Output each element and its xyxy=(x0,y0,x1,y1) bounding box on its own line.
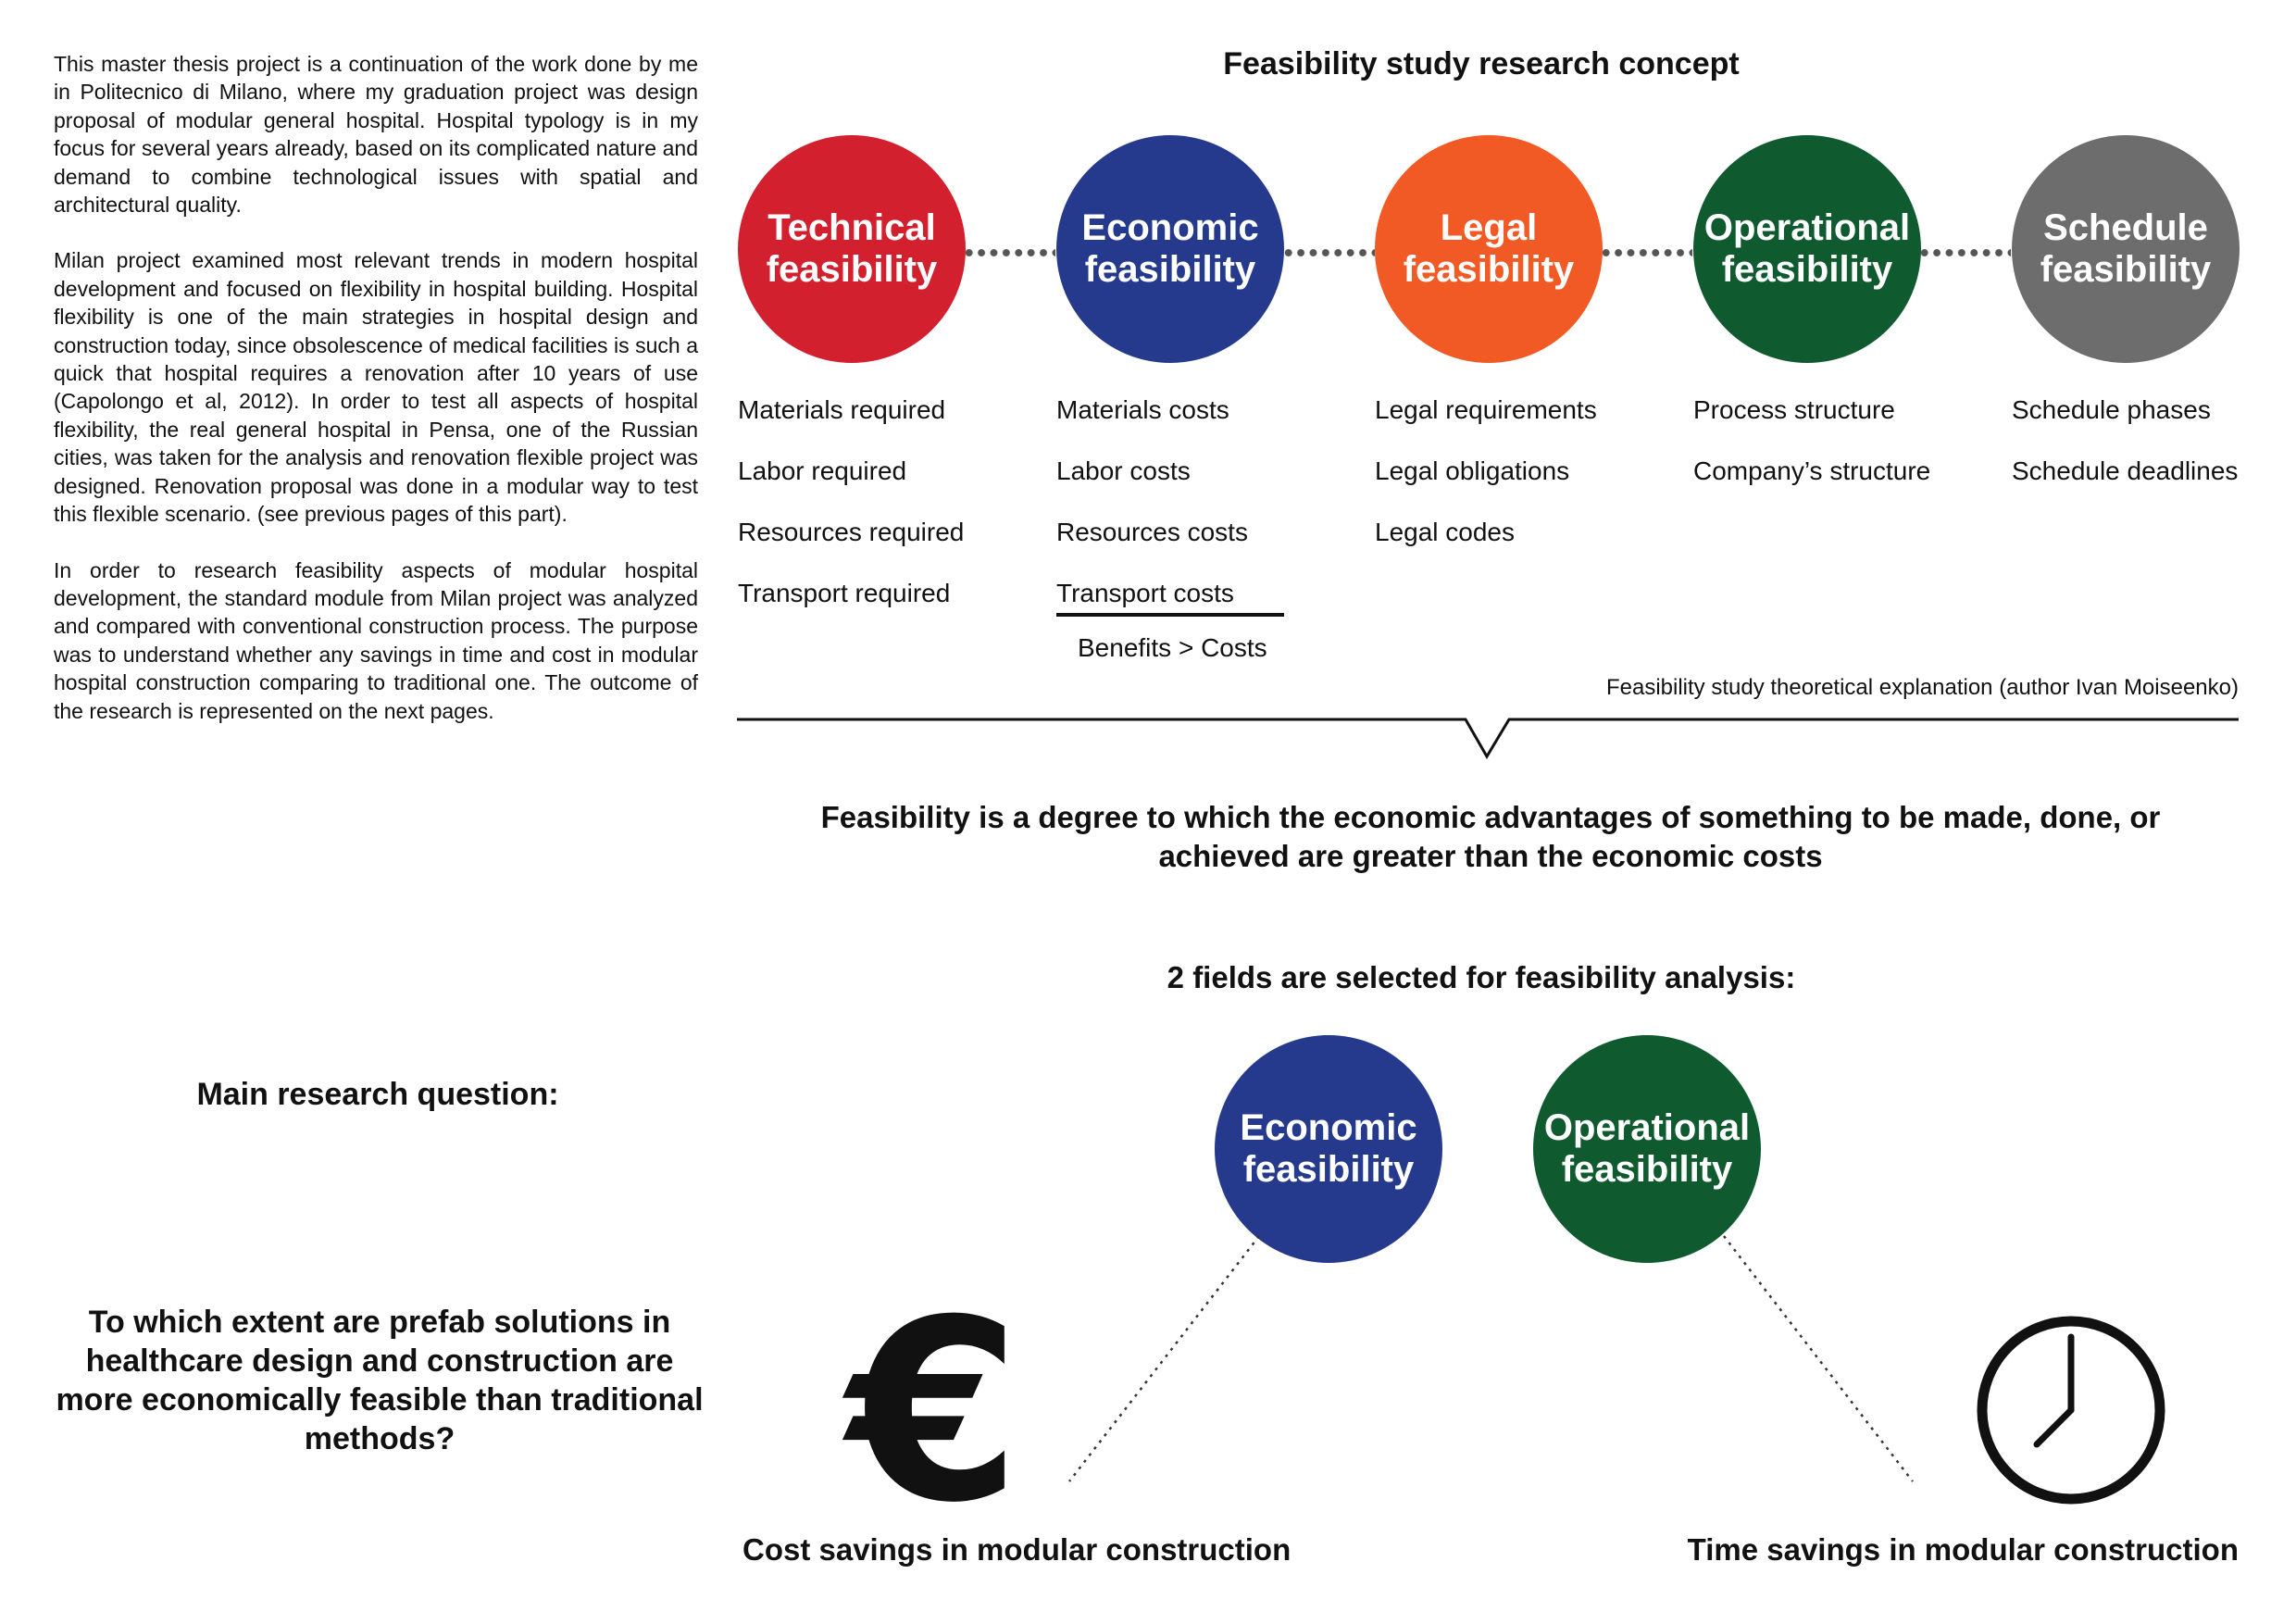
legal-item: Legal requirements xyxy=(1375,395,1597,424)
circle-label-line2: feasibility xyxy=(1721,249,1893,290)
circle-label-line1: Operational xyxy=(1543,1107,1751,1148)
selected-fields-title: 2 fields are selected for feasibility analysis: xyxy=(1167,960,1796,994)
technical-item: Resources required xyxy=(738,518,965,546)
economic-item: Labor costs xyxy=(1056,456,1191,485)
main-question-label: Main research question: xyxy=(196,1077,559,1112)
technical-item: Transport required xyxy=(738,579,951,607)
clock-icon xyxy=(1972,1311,2170,1509)
circle-label-line2: feasibility xyxy=(1561,1149,1733,1190)
feasibility-definition: Feasibility is a degree to which the economic advantages of something to be made, done, or achieved are greater than the economic costs xyxy=(820,800,2161,873)
schedule-item: Schedule phases xyxy=(2012,395,2211,424)
legal-item: Legal obligations xyxy=(1375,456,1570,485)
operational-item: Company’s structure xyxy=(1693,456,1931,485)
research-question: To which extent are prefab solutions in healthcare design and construction are more economically feasible than traditional methods? xyxy=(56,1305,704,1456)
intro-paragraph-2: Milan project examined most relevant trends in modern hospital development and focused on flexibility in hospital building. Hospital flexibility is one of the main strategies in hospital design and construction today, since obsolescence of medical facilities is such a quick that hospital requires a renovation after 10 years of use (Capolongo et al, 2012). In order to test all aspects of hospital flexibility, the real general hospital in Pensa, one of the Russian cities, was taken for the analysis and renovation flexible project was designed. Renovation proposal was done in a modular way to test this flexible scenario. (see previous pages of this part). xyxy=(54,248,698,527)
economic-item: Transport costs xyxy=(1056,579,1234,607)
circle-label-line1: Schedule xyxy=(2043,207,2208,248)
circle-label-line2: feasibility xyxy=(2040,249,2212,290)
economic-item: Materials costs xyxy=(1056,395,1229,424)
euro-icon: € xyxy=(847,1266,1021,1557)
circle-label-line1: Operational xyxy=(1703,207,1911,248)
circle-label-line1: Economic xyxy=(1240,1107,1417,1148)
circle-label-line1: Economic xyxy=(1081,207,1259,248)
circle-label-line1: Technical xyxy=(767,207,936,248)
figure-caption: Feasibility study theoretical explanation (author Ivan Moiseenko) xyxy=(1605,675,2239,700)
circle-label-line2: feasibility xyxy=(766,249,938,290)
circle-label-line2: feasibility xyxy=(1084,249,1256,290)
benefits-vs-costs: Benefits > Costs xyxy=(1078,633,1267,662)
economic-item: Resources costs xyxy=(1056,518,1248,546)
schedule-item: Schedule deadlines xyxy=(2012,456,2239,485)
intro-paragraph-3: In order to research feasibility aspects of modular hospital development, the standard module from Milan project was analyzed and compared with conventional construction process. The purpose was to understand whether any savings in time and cost in modular hospital construction comparing to traditional one. The outcome of the research is represented on the next pages. xyxy=(54,557,698,723)
legal-item: Legal codes xyxy=(1375,518,1516,546)
circle-label-line2: feasibility xyxy=(1242,1149,1415,1190)
operational-item: Process structure xyxy=(1693,395,1895,424)
circle-label-line1: Legal xyxy=(1440,207,1538,248)
intro-paragraph-1: This master thesis project is a continuation of the work done by me in Politecnico di Milano, where my graduation project was design proposal of modular general hospital. Hospital typology is in my focus for several years already, based on its complicated nature and demand to combine technological issues with spatial and architectural quality. xyxy=(54,52,698,218)
cost-savings-label: Cost savings in modular construction xyxy=(742,1532,1292,1567)
circle-label-line2: feasibility xyxy=(1403,249,1575,290)
technical-item: Labor required xyxy=(738,456,907,485)
time-savings-label: Time savings in modular construction xyxy=(1687,1532,2239,1567)
concept-title: Feasibility study research concept xyxy=(1223,46,1740,81)
technical-item: Materials required xyxy=(738,395,946,424)
